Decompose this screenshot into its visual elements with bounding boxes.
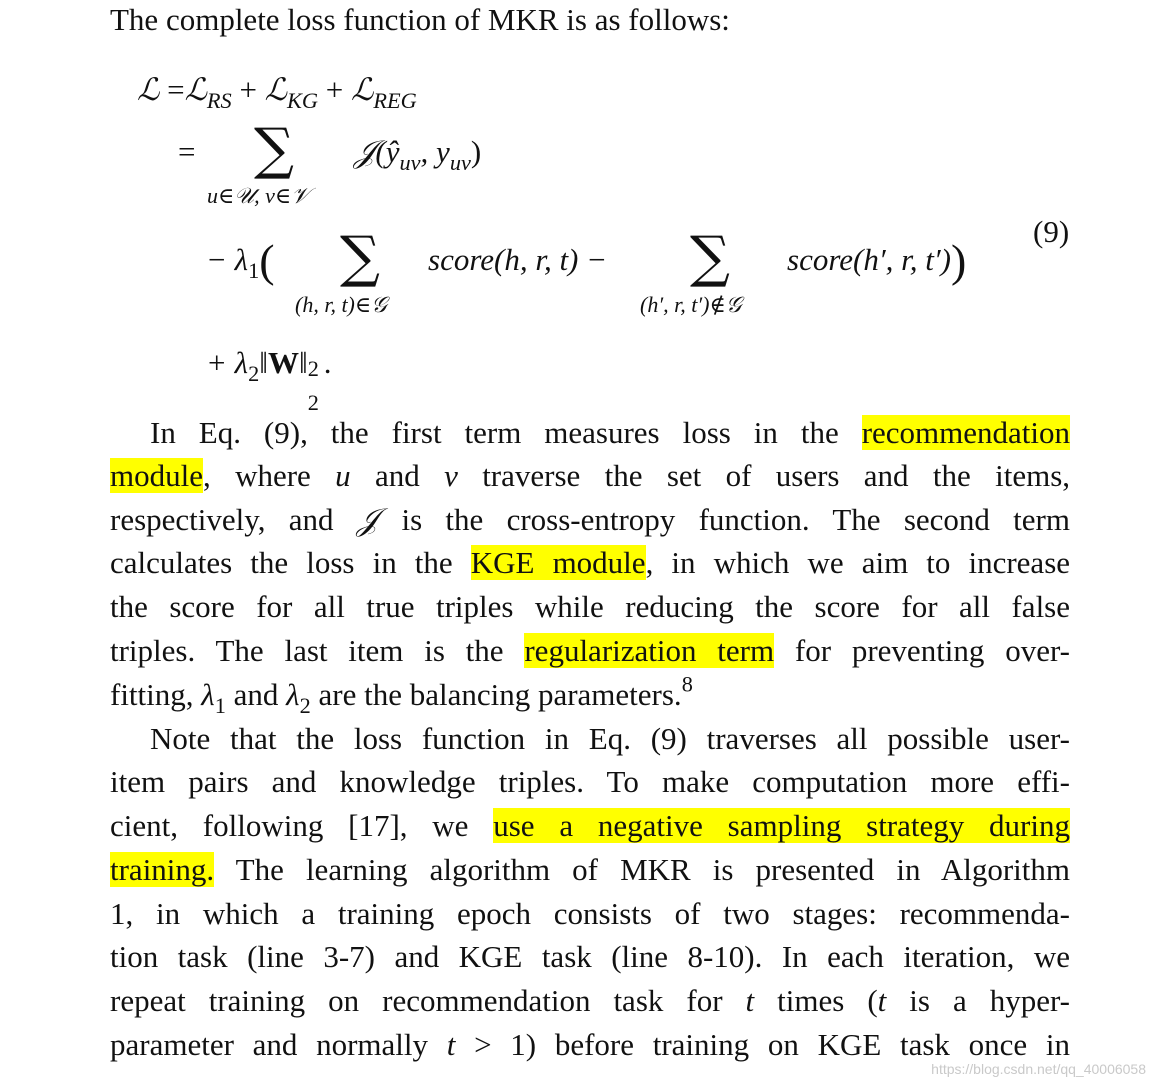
equation-line-1: ℒ =ℒ$_{RS}$ + ℒ$_{KG}$ + ℒ$_{REG}$ [137,72,417,113]
para1-line-1: In Eq. (9), the first term measures loss in the recommendation [150,415,1070,450]
highlight-training: training. [110,852,215,887]
para2-line-1: Note that the loss function in Eq. (9) traverses all possible user- [150,721,1070,756]
para2-line-5: 1, in which a training epoch consists of two stages: recommenda- [110,896,1070,931]
equals-sign: = [167,72,185,107]
highlight-kge-module: KGE module [470,545,646,580]
intro-text: The complete loss function of MKR is as follows: [110,2,730,37]
para2-line-2: item pairs and knowledge triples. To make computation more effi- [110,764,1070,799]
highlight-negative-sampling: use a negative sampling strategy during [493,808,1070,843]
sum-symbol-positive: ∑ [340,225,380,290]
para2-line-6: tion task (line 3-7) and KGE task (line 8-10). In each iteration, we [110,939,1070,974]
para1-line-5: the score for all true triples while reducing the score for all false [110,589,1070,624]
score-positive: score(h, r, t) − [428,242,608,277]
para1-line-2: module, where u and v traverse the set of users and the items, [110,458,1071,493]
para1-line-7: fitting, $\lambda_1$ and $\lambda_2$ are the balancing parameters.$^8$ [110,671,693,718]
equation-number: (9) [1033,214,1070,249]
watermark-url: https://blog.csdn.net/qq_40006058 [931,1061,1146,1077]
regularization-expression: + $\lambda_2‖W‖$ 2 2 . [206,345,332,415]
sum-symbol-negative: ∑ [690,225,730,290]
sum-limit-positive: (h, r, t)∈𝒢 [295,292,387,317]
highlight-recommendation: recommendation [861,415,1070,450]
para2-line-8: parameter and normally t > 1) before training on KGE task once in [110,1027,1071,1062]
sum-symbol-users: ∑ [254,117,294,182]
para2-line-4: training. The learning algorithm of MKR is presented in Algorithm [110,852,1070,887]
sum-limit-negative: (h′, r, t′)∉𝒢 [640,292,742,317]
lambda-1-term: − $\lambda_1$( [206,235,275,286]
sum-limit-users: u∈𝒰, v∈𝒱 [207,183,310,208]
para2-line-7: repeat training on recommendation task for t times (t is a hyper- [110,983,1070,1018]
cross-entropy-term: $𝒥(ŷ_{uv}$, $y_{uv}$) [354,134,482,175]
para1-line-6: triples. The last item is the regularization term for preventing over- [110,633,1070,668]
score-negative: score(h′, r, t′)) [787,235,967,286]
para2-line-3: cient, following [17], we use a negative sampling strategy during [110,808,1070,843]
para1-line-4: calculates the loss in the KGE module, in which we aim to increase [110,545,1071,580]
footnote-marker: 8 [681,671,693,697]
loss-symbol: ℒ [137,72,160,108]
highlight-regularization-term: regularization term [524,633,775,668]
highlight-module: module [110,458,203,493]
equals-sign-2: = [178,134,196,169]
para1-line-3: respectively, and 𝒥 is the cross-entropy function. The second term [110,502,1070,538]
